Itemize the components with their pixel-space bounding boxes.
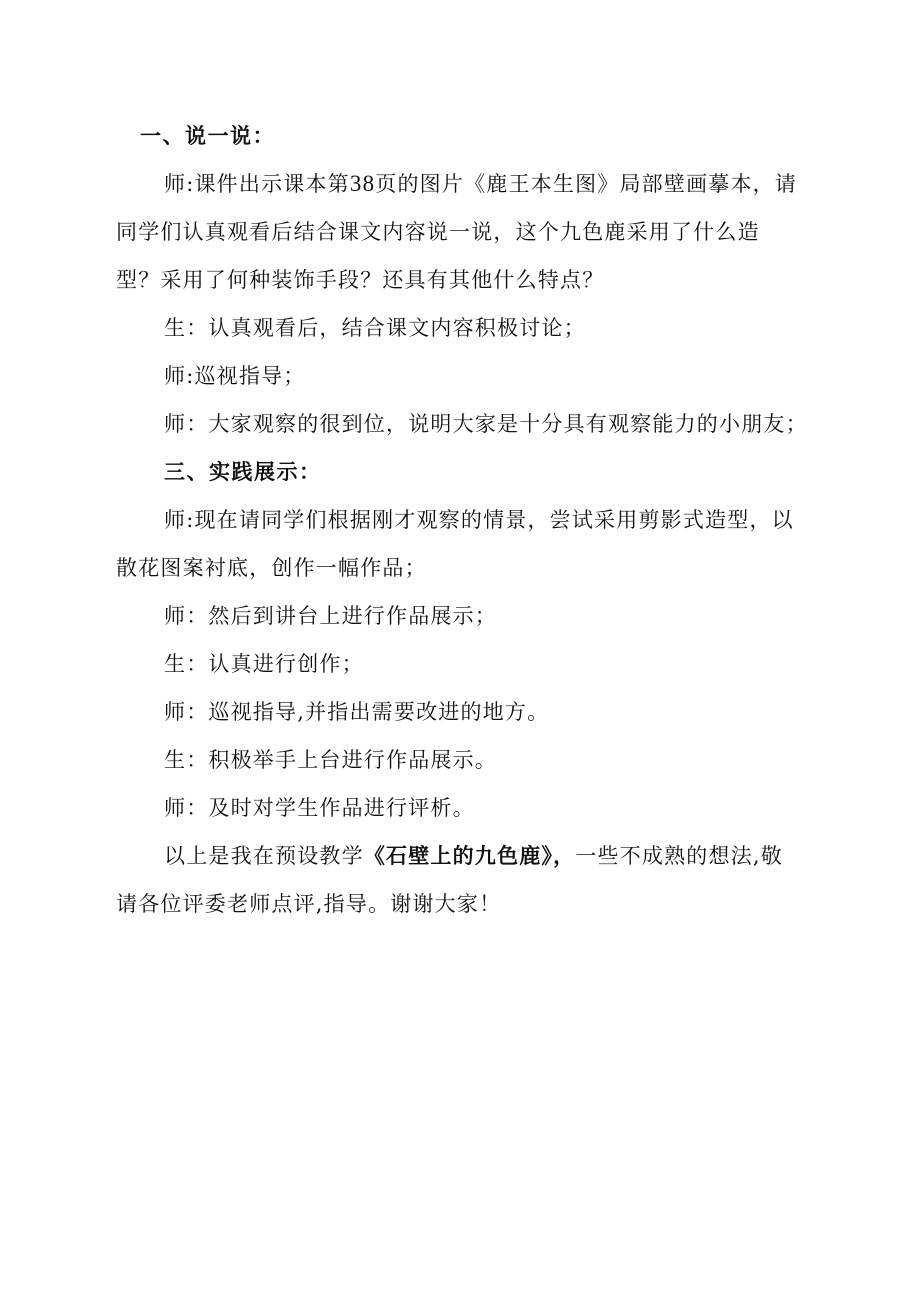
paragraph-showcase: 师：然后到讲台上进行作品展示； [164,604,497,628]
section-heading-1: 一、说一说： [140,123,275,148]
courseware-prefix: 师:课件出示课本第 [164,172,350,196]
paragraph-courseware-line-1 [140,160,798,208]
paragraph-student-present: 生：积极举手上台进行作品展示。 [164,748,497,772]
paragraph-teacher-praise: 师：大家观察的很到位，说明大家是十分具有观察能力的小朋友； [164,412,808,436]
paragraph-teacher-patrol: 师:巡视指导； [164,364,306,388]
courseware-line1-rest: 页的图片《鹿王本生图》局部壁画摹本，请 [375,172,798,196]
paragraph-student-discuss: 生：认真观看后，结合课文内容积极讨论； [164,316,586,340]
page-number: 38 [349,171,376,196]
paragraph-student-create: 生：认真进行创作； [164,652,364,676]
paragraph-courseware-line-3: 型？采用了何种装饰手段？还具有其他什么特点？ [116,268,605,292]
closing-prefix: 以上是我在预设教学 [164,844,364,868]
paragraph-practice [116,496,794,592]
paragraph-courseware-line-2: 同学们认真观看后结合课文内容说一说，这个九色鹿采用了什么造 [116,220,760,244]
paragraph-closing-line-2: 请各位评委老师点评,指导。谢谢大家！ [116,892,502,916]
section-heading-3: 三、实践展示： [164,459,322,484]
paragraph-teacher-guide: 师：巡视指导,并指出需要改进的地方。 [164,700,550,724]
lesson-title: 《石壁上的九色鹿》， [363,843,576,868]
paragraph-practice-line-2: 散花图案衬底，创作一幅作品； [116,556,427,580]
closing-line1-rest: 一些不成熟的想法,敬 [575,844,783,868]
paragraph-teacher-evaluate: 师：及时对学生作品进行评析。 [164,796,475,820]
paragraph-closing-line-1 [140,832,792,880]
paragraph-practice-line-1: 师:现在请同学们根据刚才观察的情景，尝试采用剪影式造型，以 [164,508,794,532]
paragraph-closing [116,832,792,928]
paragraph-courseware [116,160,798,304]
